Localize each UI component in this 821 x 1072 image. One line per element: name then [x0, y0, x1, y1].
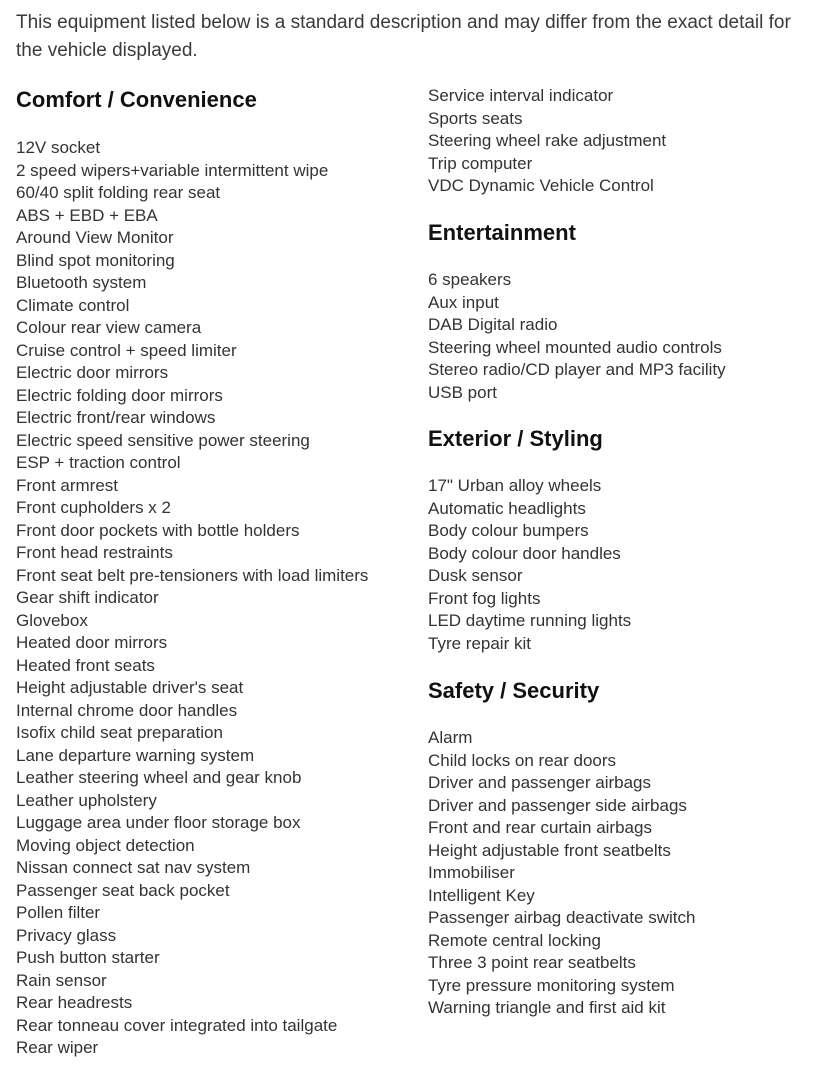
equipment-item: Stereo radio/CD player and MP3 facility	[428, 360, 726, 379]
equipment-item: Remote central locking	[428, 930, 601, 950]
equipment-item: Cruise control + speed limiter	[16, 340, 237, 360]
equipment-item: Colour rear view camera	[16, 318, 202, 337]
equipment-item: Internal chrome door handles	[16, 700, 238, 720]
exterior-list	[428, 475, 818, 655]
equipment-item: Driver and passenger side airbags	[428, 795, 687, 815]
equipment-item: 2 speed wipers+variable intermittent wipe	[16, 160, 329, 180]
equipment-item: Nissan connect sat nav system	[16, 858, 251, 877]
section-comfort-convenience	[16, 86, 416, 1060]
equipment-item: Passenger airbag deactivate switch	[428, 908, 696, 927]
equipment-item: Steering wheel mounted audio controls	[428, 337, 722, 357]
equipment-item: Front armrest	[16, 475, 119, 495]
equipment-item: Service interval indicator	[428, 86, 614, 105]
intro-disclaimer: This equipment listed below is a standard description and may differ from the exact detail for the vehicle displayed.	[16, 12, 791, 61]
comfort-list	[16, 137, 416, 1060]
equipment-item: Electric folding door mirrors	[16, 385, 223, 405]
equipment-item: Electric door mirrors	[16, 363, 169, 382]
equipment-item: Glovebox	[16, 610, 88, 630]
equipment-item: Dusk sensor	[428, 566, 523, 585]
equipment-item: Privacy glass	[16, 925, 117, 945]
equipment-item: Bluetooth system	[16, 273, 147, 292]
equipment-item: Child locks on rear doors	[428, 750, 617, 770]
equipment-item: Rear wiper	[16, 1038, 99, 1057]
equipment-item: USB port	[428, 382, 497, 402]
section-exterior-styling	[428, 425, 818, 655]
equipment-item: Front seat belt pre-tensioners with load limiters	[16, 565, 369, 585]
equipment-item: Electric front/rear windows	[16, 408, 216, 427]
section-title-exterior: Exterior / Styling	[428, 426, 603, 451]
equipment-item: Height adjustable front seatbelts	[428, 840, 671, 860]
equipment-item: 6 speakers	[428, 270, 512, 289]
equipment-item: 60/40 split folding rear seat	[16, 183, 221, 202]
equipment-item: Front and rear curtain airbags	[428, 818, 652, 837]
equipment-item: ABS + EBD + EBA	[16, 205, 158, 225]
equipment-item: Warning triangle and first aid kit	[428, 998, 666, 1017]
section-safety-security	[428, 677, 818, 1020]
equipment-item: Around View Monitor	[16, 228, 174, 247]
equipment-item: Front door pockets with bottle holders	[16, 520, 300, 540]
equipment-item: Isofix child seat preparation	[16, 723, 223, 742]
section-title-comfort: Comfort / Convenience	[16, 87, 257, 112]
equipment-item: Heated door mirrors	[16, 633, 168, 652]
equipment-item: Front cupholders x 2	[16, 498, 171, 517]
equipment-item: Trip computer	[428, 153, 533, 173]
equipment-item: Body colour door handles	[428, 543, 621, 563]
equipment-item: ESP + traction control	[16, 453, 181, 472]
equipment-item: Driver and passenger airbags	[428, 773, 652, 792]
equipment-item: DAB Digital radio	[428, 315, 558, 334]
equipment-item: LED daytime running lights	[428, 611, 632, 630]
equipment-item: Steering wheel rake adjustment	[428, 131, 667, 150]
section-title-entertainment: Entertainment	[428, 220, 576, 245]
equipment-item: Tyre repair kit	[428, 633, 531, 653]
equipment-item: Rear tonneau cover integrated into tailgate	[16, 1015, 338, 1035]
equipment-item: Body colour bumpers	[428, 521, 589, 540]
equipment-item: Climate control	[16, 295, 130, 315]
equipment-item: Front fog lights	[428, 588, 541, 608]
equipment-item: Moving object detection	[16, 835, 195, 855]
equipment-item: Pollen filter	[16, 903, 101, 922]
equipment-item: VDC Dynamic Vehicle Control	[428, 176, 654, 195]
equipment-item: Immobiliser	[428, 863, 515, 882]
equipment-item: 17" Urban alloy wheels	[428, 476, 602, 495]
safety-list	[428, 727, 818, 1020]
equipment-item: Heated front seats	[16, 655, 155, 675]
equipment-item: Leather upholstery	[16, 790, 157, 810]
entertainment-list	[428, 269, 818, 404]
section-entertainment	[428, 219, 818, 404]
equipment-item: Aux input	[428, 292, 499, 312]
section-comfort-continued	[428, 85, 818, 198]
equipment-item: Tyre pressure monitoring system	[428, 975, 675, 995]
equipment-item: Lane departure warning system	[16, 745, 255, 765]
equipment-item: Sports seats	[428, 108, 523, 128]
equipment-item: Luggage area under floor storage box	[16, 813, 301, 832]
equipment-item: Alarm	[428, 728, 473, 747]
equipment-item: Rain sensor	[16, 970, 107, 990]
equipment-item: Height adjustable driver's seat	[16, 678, 244, 697]
equipment-item: Leather steering wheel and gear knob	[16, 768, 302, 787]
comfort-list-continued	[428, 85, 818, 198]
equipment-item: Blind spot monitoring	[16, 250, 175, 270]
equipment-item: Gear shift indicator	[16, 588, 159, 607]
equipment-item: 12V socket	[16, 138, 101, 157]
equipment-item: Front head restraints	[16, 543, 173, 562]
equipment-item: Rear headrests	[16, 993, 133, 1012]
equipment-item: Push button starter	[16, 948, 160, 967]
section-title-safety: Safety / Security	[428, 678, 600, 703]
equipment-item: Electric speed sensitive power steering	[16, 430, 310, 450]
equipment-item: Passenger seat back pocket	[16, 880, 230, 900]
equipment-item: Intelligent Key	[428, 885, 535, 905]
equipment-item: Three 3 point rear seatbelts	[428, 953, 636, 972]
equipment-item: Automatic headlights	[428, 498, 586, 518]
